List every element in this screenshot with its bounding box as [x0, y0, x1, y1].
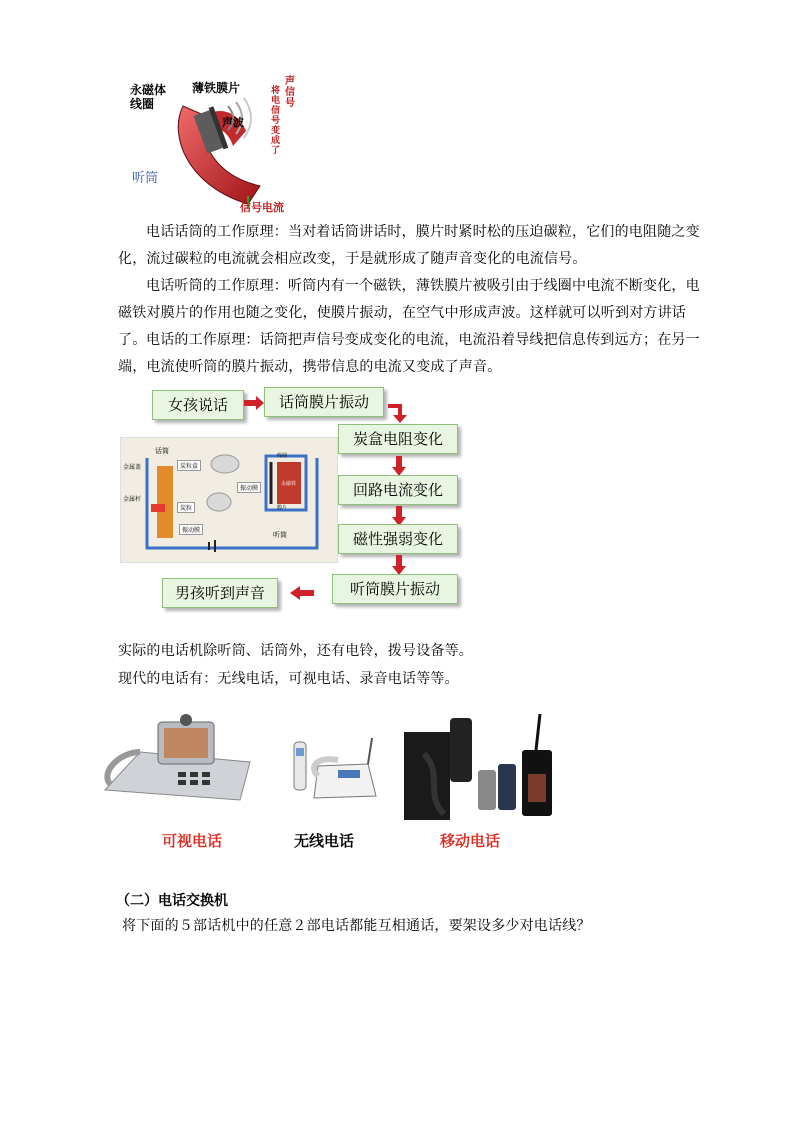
wireless-phone-caption: 无线电话 — [294, 832, 355, 850]
carbon-box-label: 炭粒盒 — [177, 460, 201, 471]
magnet-label: 永磁铁 — [281, 481, 297, 487]
membrane-schematic-label: 膜片 — [277, 505, 288, 511]
metal-cover-label: 金属盖 — [123, 464, 142, 471]
flow-step-boy-hears: 男孩听到声音 — [162, 578, 278, 608]
membrane-label: 薄铁膜片 — [192, 81, 241, 95]
receiver-diagram — [128, 76, 300, 214]
mic-schematic-label: 话筒 — [155, 447, 169, 455]
vibrating-membrane-label: 振动膜 — [179, 524, 203, 535]
mobile-phone-image — [404, 714, 558, 822]
arrow-down-icon — [392, 506, 406, 526]
arrow-right-icon — [244, 395, 264, 411]
cordless-phone-icon — [288, 736, 380, 804]
section-heading: （二）电话交换机 — [116, 893, 228, 909]
phone-principle-paragraph: 电话的工作原理：话筒把声信号变成变化的电流，电流沿着导线把信息传到远方；在另一端，电流使听筒的膜片振动，携带信息的电流又变成了声音。 — [118, 332, 700, 375]
arrow-down-icon — [392, 555, 406, 575]
receiver-schematic-label: 听筒 — [273, 531, 287, 539]
mobile-phones-icon — [404, 714, 558, 822]
video-phone-image — [100, 712, 252, 804]
magnet-coil-label: 永磁体 线圈 — [130, 83, 167, 111]
flow-step-mic-membrane: 话筒膜片振动 — [264, 387, 384, 417]
arrow-bent-down-icon — [388, 402, 408, 424]
metal-rod-label: 金属杆 — [123, 496, 142, 503]
mic-principle-paragraph: 电话话筒的工作原理：当对着话筒讲话时，膜片时紧时松的压迫碳粒，它们的电阻随之变化，流过碳粒的电流就会相应改变，于是就形成了随声音变化的电流信号。 — [118, 224, 700, 267]
flow-step-carbon-resistance: 炭盒电阻变化 — [338, 424, 458, 454]
arrow-left-icon — [290, 586, 314, 600]
sound-wave-label: 声波 — [222, 116, 244, 129]
wireless-phone-image — [288, 736, 380, 804]
receiver-membrane-label: 振动膜 — [237, 482, 261, 493]
coil-label: 线圈 — [277, 453, 288, 459]
video-phone-icon — [100, 712, 252, 804]
phone-schematic-panel — [120, 437, 338, 563]
receiver-label: 听筒 — [132, 171, 159, 186]
flow-step-loop-current: 回路电流变化 — [338, 475, 458, 505]
carbon-label: 炭粒 — [177, 502, 195, 513]
sound-signal-label: 声信号 — [285, 76, 295, 109]
flow-step-girl-speaks: 女孩说话 — [152, 390, 244, 420]
mobile-phone-caption: 移动电话 — [440, 832, 501, 850]
modern-phones-paragraph: 现代的电话有：无线电话，可视电话、录音电话等等。 — [118, 671, 459, 687]
phone-circuit-illustration — [121, 438, 337, 562]
exchange-question-paragraph: 将下面的５部话机中的任意２部电话都能互相通话，要架设多少对电话线？ — [122, 918, 591, 934]
arrow-down-icon — [392, 456, 406, 476]
convert-label: 将电信号变成了 — [271, 86, 281, 156]
signal-current-label: 信号电流 — [240, 201, 284, 214]
flow-step-magnetism: 磁性强弱变化 — [338, 524, 458, 554]
other-devices-paragraph: 实际的电话机除听筒、话筒外，还有电铃，拨号设备等。 — [118, 643, 473, 659]
video-phone-caption: 可视电话 — [162, 832, 223, 850]
flow-step-receiver-membrane: 听筒膜片振动 — [332, 574, 458, 604]
receiver-principle-paragraph: 电话听筒的工作原理：听筒内有一个磁铁，薄铁膜片被吸引由于线圈中电流不断变化，电磁铁对膜片的作用也随之变化，使膜片振动，在空气中形成声波。这样就可以听到对方讲话了。 — [118, 278, 700, 348]
